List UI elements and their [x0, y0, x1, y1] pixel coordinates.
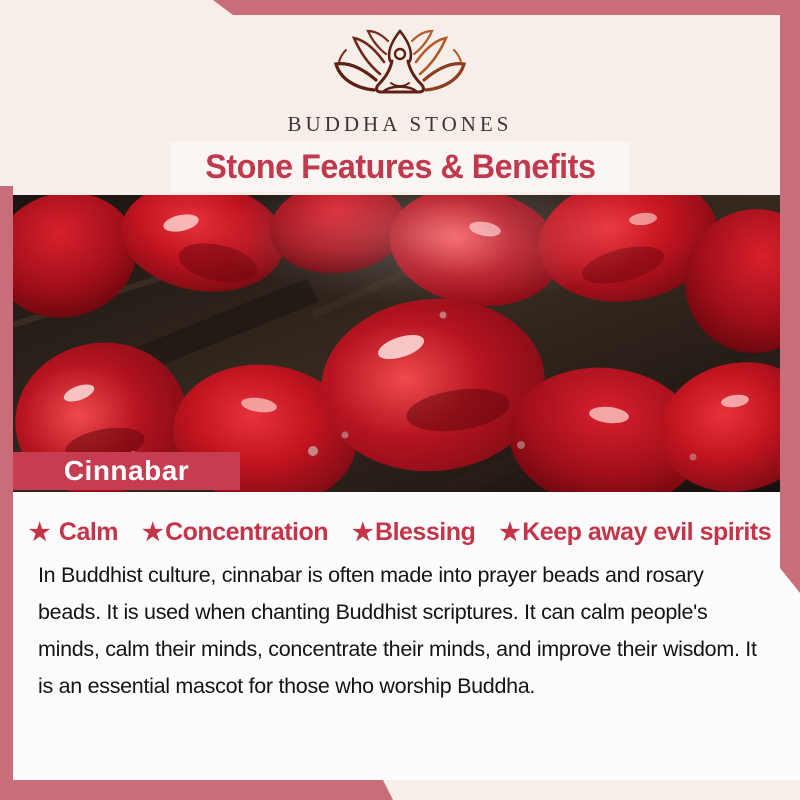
- frame-bottom-bar: [0, 780, 393, 800]
- star-icon: ★: [142, 519, 164, 546]
- feature-label: Keep away evil spirits: [522, 518, 772, 546]
- star-icon: ★: [499, 519, 521, 546]
- feature-label: Calm: [58, 518, 119, 546]
- section-banner: [170, 142, 630, 192]
- feature-blessing: [352, 518, 475, 547]
- description-text: In Buddhist culture, cinnabar is often made into prayer beads and rosary beads. It is used when chanting Buddhist scriptures. It can calm people's minds, calm their minds, concentrate their minds, and improve their wisdom. It is an essential mascot for those who worship Buddha.: [38, 563, 757, 698]
- feature-label: Blessing: [375, 518, 476, 546]
- feature-concentration: [142, 518, 328, 547]
- frame-top-bar: [213, 0, 800, 15]
- stone-name-ribbon: [13, 452, 240, 490]
- brand-name: BUDDHA STONES: [287, 112, 513, 136]
- cinnabar-photo: [13, 195, 780, 492]
- frame-left-bar: [0, 186, 13, 800]
- feature-calm: [29, 518, 118, 547]
- stone-name-label: Cinnabar: [63, 455, 190, 486]
- feature-keep-away-evil-spirits: [499, 518, 771, 547]
- lotus-meditation-icon: [330, 28, 470, 108]
- star-icon: ★: [28, 519, 50, 546]
- banner-title: Stone Features & Benefits: [204, 147, 596, 186]
- star-icon: ★: [352, 519, 374, 546]
- feature-label: Concentration: [165, 518, 329, 546]
- features-row: [0, 518, 800, 547]
